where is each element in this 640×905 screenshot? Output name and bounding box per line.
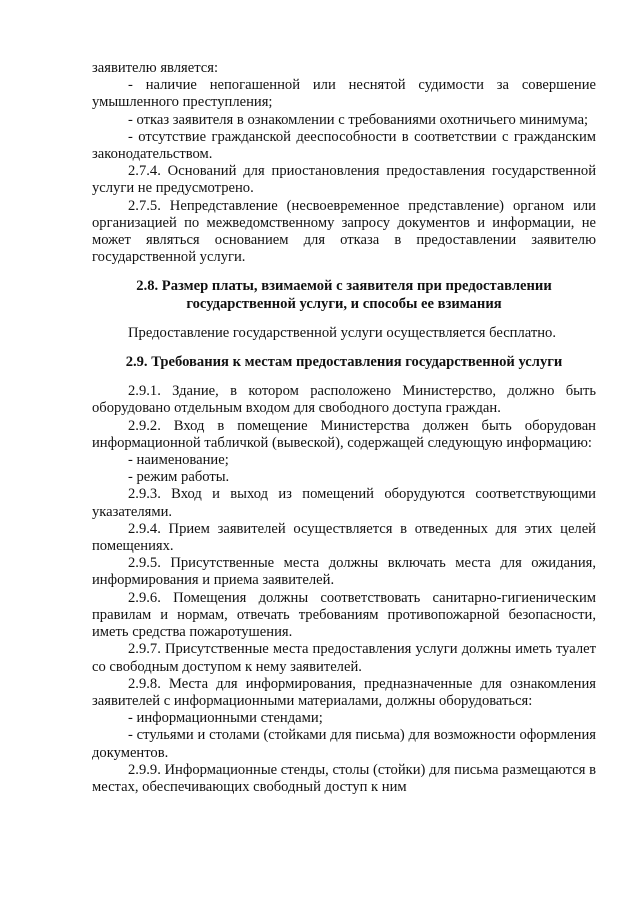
- paragraph: 2.9.2. Вход в помещение Министерства должен быть оборудован информационной табличкой (вывеской), содержащей следующую информацию:: [92, 417, 596, 451]
- paragraph: 2.9.6. Помещения должны соответствовать санитарно-гигиеническим правилам и нормам, отвечать требованиям противопожарной безопасности, иметь средства пожаротушения.: [92, 589, 596, 641]
- paragraph: 2.9.8. Места для информирования, предназначенные для ознакомления заявителей с информационными материалами, должны оборудоваться:: [92, 675, 596, 709]
- paragraph: 2.9.7. Присутственные места предоставления услуги должны иметь туалет со свободным доступом к нему заявителей.: [92, 641, 596, 675]
- paragraph: 2.9.4. Прием заявителей осуществляется в отведенных для этих целей помещениях.: [92, 520, 596, 555]
- paragraph: 2.7.5. Непредставление (несвоевременное представление) органом или организацией по межведомственному запросу документов и информации, не может являться основанием для отказа в предоставлении заявителю государственной услуги.: [92, 197, 596, 266]
- paragraph: 2.9.1. Здание, в котором расположено Министерство, должно быть оборудовано отдельным входом для свободного доступа граждан.: [92, 383, 596, 417]
- paragraph: 2.7.4. Оснований для приостановления предоставления государственной услуги не предусмотрено.: [92, 163, 596, 197]
- list-item: - отказ заявителя в ознакомлении с требованиями охотничьего минимума;: [128, 111, 589, 128]
- spacer: [92, 342, 596, 354]
- paragraph: 2.9.3. Вход и выход из помещений оборудуются соответствующими указателями.: [92, 486, 596, 520]
- spacer: [92, 313, 596, 325]
- list-item: - стульями и столами (стойками для письма) для возможности оформления документов.: [92, 727, 596, 761]
- list-item: - наличие непогашенной или неснятой судимости за совершение умышленного преступления;: [92, 77, 596, 111]
- spacer: [92, 371, 596, 383]
- section-heading-2-9: 2.9. Требования к местам предоставления государственной услуги: [125, 354, 563, 371]
- document-page: [92, 60, 596, 796]
- section-heading-2-8: 2.8. Размер платы, взимаемой с заявителя при предоставлении государственной услуги, и способы ее взимания: [136, 278, 552, 312]
- list-item: - наименование;: [128, 452, 229, 469]
- list-item: - информационными стендами;: [128, 710, 323, 727]
- list-item: - отсутствие гражданской дееспособности в соответствии с гражданским законодательством.: [92, 128, 596, 163]
- paragraph: заявителю является:: [92, 60, 219, 76]
- paragraph: Предоставление государственной услуги осуществляется бесплатно.: [128, 324, 556, 341]
- list-item: - режим работы.: [128, 469, 230, 486]
- spacer: [92, 266, 596, 278]
- paragraph: 2.9.9. Информационные стенды, столы (стойки) для письма размещаются в местах, обеспечивающих свободный доступ к ним: [92, 761, 596, 795]
- paragraph: 2.9.5. Присутственные места должны включать места для ожидания, информирования и приема заявителей.: [92, 555, 596, 589]
